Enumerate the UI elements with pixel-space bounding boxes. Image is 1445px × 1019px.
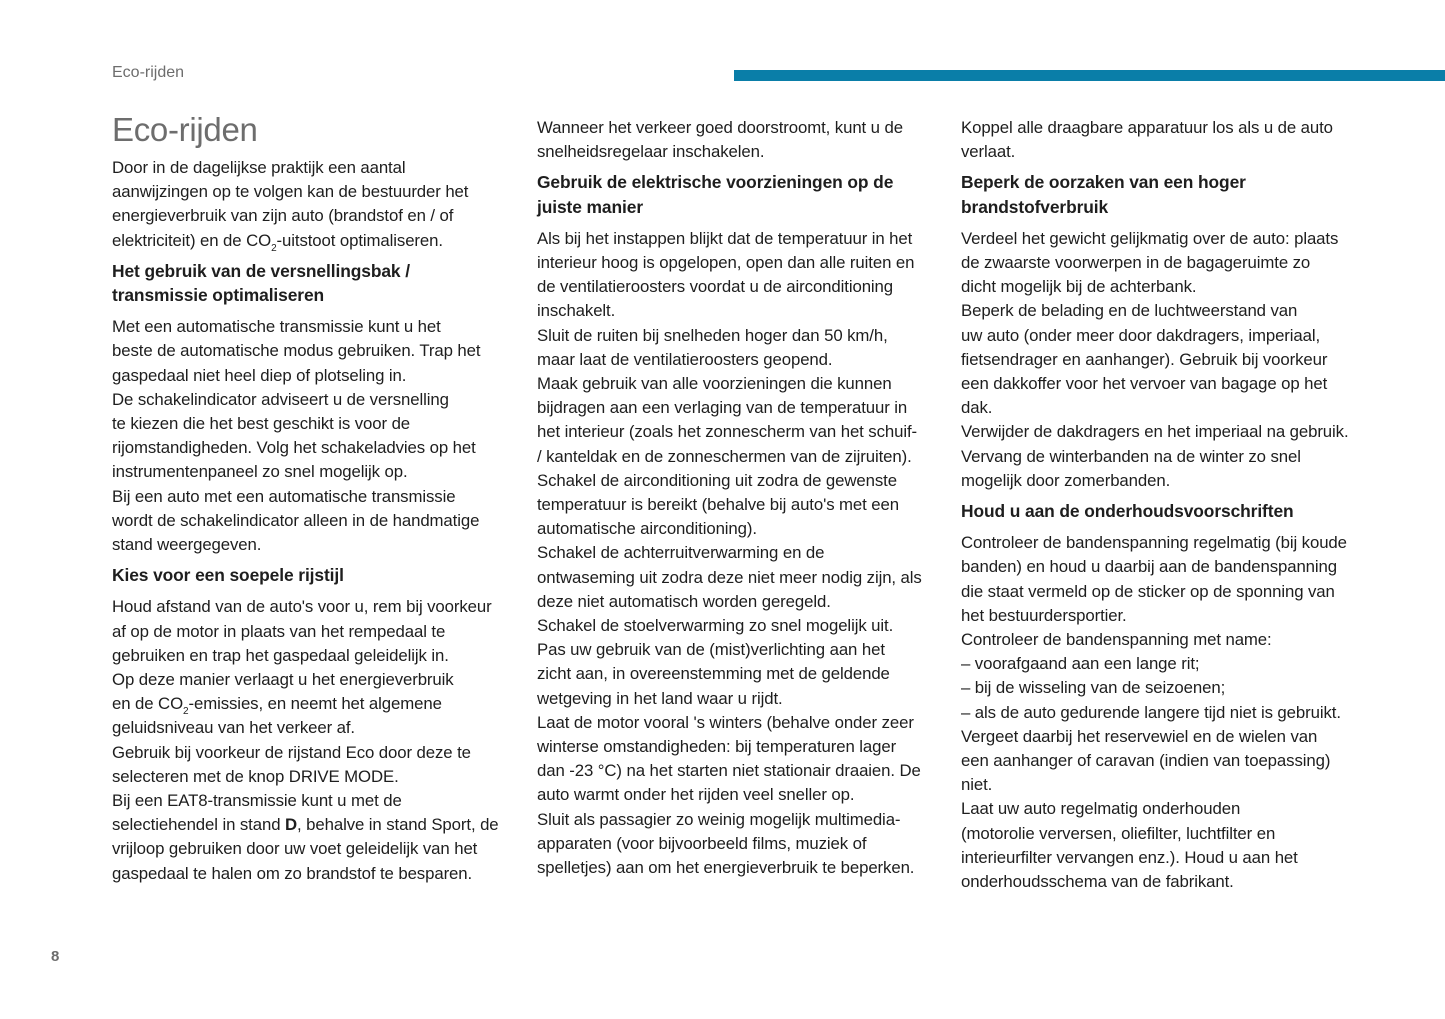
page-title: Eco-rijden xyxy=(112,111,258,148)
page-number: 8 xyxy=(51,948,60,965)
text-line: Gebruik bij voorkeur de rijstand Eco door deze te xyxy=(112,742,471,762)
text-line: Schakel de achterruitverwarming en de xyxy=(537,543,825,563)
text-line: dak. xyxy=(961,398,993,418)
section-heading-consumption xyxy=(961,170,1361,218)
heading-line: transmissie optimaliseren xyxy=(112,285,325,306)
text-line: (motorolie verversen, oliefilter, luchtfilter en xyxy=(961,823,1276,843)
text-line: Wanneer het verkeer goed doorstroomt, kunt u de xyxy=(537,118,903,137)
section-heading-driving-style: Kies voor een soepele rijstijl xyxy=(112,565,344,586)
text-line: fietsendrager en aanhanger). Gebruik bij voorkeur xyxy=(961,349,1328,369)
heading-line: brandstofverbruik xyxy=(961,196,1109,217)
paragraph-driving-style xyxy=(112,595,512,885)
text-line: Sluit als passagier zo weinig mogelijk multimedia- xyxy=(537,809,901,829)
text-line: vrijloop gebruiken door uw voet geleidelijk van het xyxy=(112,839,478,859)
text-fragment: selectiehendel in stand xyxy=(112,815,285,835)
text-line: Maak gebruik van alle voorzieningen die kunnen xyxy=(537,374,892,394)
bold-fragment: D xyxy=(285,815,298,835)
text-line: banden) en houd u daarbij aan de bandenspanning xyxy=(961,557,1338,577)
text-line: onderhoudsschema van de fabrikant. xyxy=(961,872,1234,892)
text-line: – bij de wisseling van de seizoenen; xyxy=(961,678,1226,698)
text-line: Verwijder de dakdragers en het imperiaal na gebruik. xyxy=(961,422,1349,442)
text-line: geluidsniveau van het verkeer af. xyxy=(112,718,355,738)
running-header: Eco-rijden xyxy=(112,64,185,81)
text-line xyxy=(112,692,512,716)
text-line: bijdragen aan een verlaging van de temperatuur in xyxy=(537,398,908,418)
text-line: dan -23 °C) na het starten niet stationair draaien. De xyxy=(537,761,921,781)
text-line: Bij een auto met een automatische transmissie xyxy=(112,486,456,506)
text-line: Sluit de ruiten bij snelheden hoger dan 50 km/h, xyxy=(537,325,888,345)
text-line xyxy=(112,229,512,253)
text-line: Beperk de belading en de luchtweerstand van xyxy=(961,301,1298,321)
section-heading-transmission xyxy=(112,259,512,307)
text-fragment: -uitstoot optimaliseren. xyxy=(276,230,443,250)
text-line: Koppel alle draagbare apparatuur los als u de auto xyxy=(961,118,1333,137)
text-line: automatische airconditioning). xyxy=(537,519,757,539)
text-line: inschakelt. xyxy=(537,301,616,321)
text-line: interieurfilter vervangen enz.). Houd u aan het xyxy=(961,847,1298,867)
text-line: af op de motor in plaats van het rempedaal te xyxy=(112,621,446,641)
text-line: wordt de schakelindicator alleen in de handmatige xyxy=(112,510,480,530)
text-line: interieur hoog is opgelopen, open dan alle ruiten en xyxy=(537,253,915,273)
text-line: Laat uw auto regelmatig onderhouden xyxy=(961,799,1241,819)
column-1 xyxy=(112,111,512,886)
text-fragment: , behalve in stand Sport, de xyxy=(297,815,499,835)
heading-line: Beperk de oorzaken van een hoger xyxy=(961,172,1246,193)
text-line: / kanteldak en de zonneschermen van de zijruiten). xyxy=(537,446,912,466)
text-line: verlaat. xyxy=(961,142,1016,162)
text-line: winterse omstandigheden: bij temperaturen lager xyxy=(537,737,897,757)
text-line: de ventilatieroosters voordat u de airconditioning xyxy=(537,277,894,297)
column-2 xyxy=(537,116,937,880)
paragraph-maintenance xyxy=(961,531,1361,894)
text-line: snelheidsregelaar inschakelen. xyxy=(537,142,765,162)
text-line: dicht mogelijk bij de achterbank. xyxy=(961,277,1197,297)
text-line: Schakel de stoelverwarming zo snel mogelijk uit. xyxy=(537,616,894,636)
text-line: Verdeel het gewicht gelijkmatig over de auto: plaats xyxy=(961,228,1339,248)
text-line: aanwijzingen op te volgen kan de bestuurder het xyxy=(112,182,469,202)
text-line: auto warmt onder het rijden veel sneller op. xyxy=(537,785,855,805)
subscript: 2 xyxy=(271,242,277,254)
text-fragment: en de CO xyxy=(112,694,184,714)
intro-paragraph xyxy=(112,156,512,253)
section-heading-electrical xyxy=(537,170,937,218)
text-line: de zwaarste voorwerpen in de bagageruimte zo xyxy=(961,253,1311,273)
text-line: Als bij het instappen blijkt dat de temperatuur in het xyxy=(537,228,913,248)
text-line: temperatuur is bereikt (behalve bij auto's met een xyxy=(537,495,899,515)
text-line: Met een automatische transmissie kunt u het xyxy=(112,317,441,337)
text-fragment: elektriciteit) en de CO xyxy=(112,230,272,250)
heading-line: Het gebruik van de versnellingsbak / xyxy=(112,260,410,281)
heading-line: Gebruik de elektrische voorzieningen op de xyxy=(537,172,894,193)
text-line: energieverbruik van zijn auto (brandstof en / of xyxy=(112,206,454,226)
text-line: mogelijk door zomerbanden. xyxy=(961,470,1171,490)
section-heading-maintenance: Houd u aan de onderhoudsvoorschriften xyxy=(961,501,1294,522)
text-line: deze niet automatisch worden geregeld. xyxy=(537,591,831,611)
text-line: Controleer de bandenspanning regelmatig (bij koude xyxy=(961,533,1347,553)
paragraph-devices xyxy=(961,116,1361,164)
text-line: Controleer de bandenspanning met name: xyxy=(961,630,1272,650)
text-line: Laat de motor vooral 's winters (behalve onder zeer xyxy=(537,712,914,732)
text-line: spelletjes) aan om het energieverbruik te beperken. xyxy=(537,858,915,878)
text-line: Bij een EAT8-transmissie kunt u met de xyxy=(112,791,402,811)
text-line: Pas uw gebruik van de (mist)verlichting aan het xyxy=(537,640,885,660)
subscript: 2 xyxy=(183,706,189,718)
text-line: beste de automatische modus gebruiken. Trap het xyxy=(112,341,481,361)
text-line: De schakelindicator adviseert u de versnelling xyxy=(112,389,449,409)
text-line: Houd afstand van de auto's voor u, rem bij voorkeur xyxy=(112,597,492,617)
text-line: te kiezen die het best geschikt is voor de xyxy=(112,414,411,434)
text-line: het bestuurdersportier. xyxy=(961,605,1127,625)
text-line: rijomstandigheden. Volg het schakeladvies op het xyxy=(112,438,476,458)
paragraph-cruise xyxy=(537,116,937,164)
text-line: maar laat de ventilatieroosters geopend. xyxy=(537,349,833,369)
text-line: niet. xyxy=(961,775,993,795)
text-line: apparaten (voor bijvoorbeeld films, muziek of xyxy=(537,833,867,853)
heading-line: juiste manier xyxy=(537,196,643,217)
paragraph-electrical xyxy=(537,227,937,880)
text-line: Op deze manier verlaagt u het energieverbruik xyxy=(112,670,454,690)
text-line: gaspedaal niet heel diep of plotseling in. xyxy=(112,365,407,385)
text-line: wetgeving in het land waar u rijdt. xyxy=(537,688,783,708)
text-line: instrumentenpaneel zo snel mogelijk op. xyxy=(112,462,408,482)
text-line: stand weergegeven. xyxy=(112,535,262,555)
text-fragment: -emissies, en neemt het algemene xyxy=(188,694,442,714)
text-line xyxy=(112,813,512,837)
text-line: selecteren met de knop DRIVE MODE. xyxy=(112,766,399,786)
text-line: gaspedaal te halen om zo brandstof te besparen. xyxy=(112,863,473,883)
text-line: Schakel de airconditioning uit zodra de gewenste xyxy=(537,470,897,490)
text-line: Vergeet daarbij het reservewiel en de wielen van xyxy=(961,726,1318,746)
text-line: het interieur (zoals het zonnescherm van het schuif- xyxy=(537,422,918,442)
text-line: – als de auto gedurende langere tijd niet is gebruikt. xyxy=(961,702,1341,722)
text-line: Vervang de winterbanden na de winter zo snel xyxy=(961,446,1301,466)
text-line: zicht aan, in overeenstemming met de geldende xyxy=(537,664,890,684)
text-line: gebruiken en trap het gaspedaal geleidelijk in. xyxy=(112,645,449,665)
header-accent-bar xyxy=(734,70,1445,81)
text-line: Door in de dagelijkse praktijk een aantal xyxy=(112,158,406,177)
paragraph-transmission xyxy=(112,315,512,557)
text-line: uw auto (onder meer door dakdragers, imperiaal, xyxy=(961,325,1321,345)
text-line: – voorafgaand aan een lange rit; xyxy=(961,654,1200,674)
column-3 xyxy=(961,116,1361,894)
paragraph-consumption xyxy=(961,227,1361,493)
text-line: een dakkoffer voor het vervoer van bagage op het xyxy=(961,374,1328,394)
text-line: die staat vermeld op de sticker op de sponning van xyxy=(961,581,1335,601)
text-line: een aanhanger of caravan (indien van toepassing) xyxy=(961,751,1331,771)
text-line: ontwaseming uit zodra deze niet meer nodig zijn, als xyxy=(537,567,922,587)
